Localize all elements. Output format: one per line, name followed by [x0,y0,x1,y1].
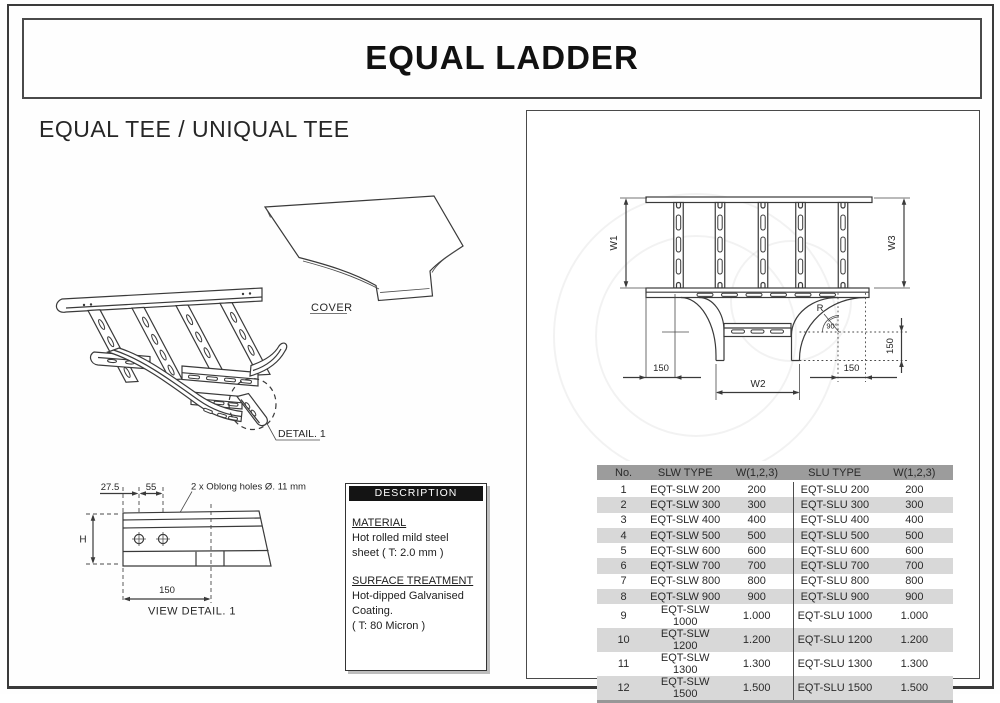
table-row [597,628,953,652]
table-cell: 12 [597,676,650,702]
table-cell: 200 [747,483,766,496]
table-cell: 3 [620,514,627,527]
table-cell: 1 [620,483,627,496]
table-cell: 1.300 [742,658,771,671]
table-cell: EQT-SLW 200 [650,483,721,496]
table-cell: 1.500 [876,676,953,702]
table-cell: EQT-SLU 200 [794,481,876,497]
table-cell: EQT-SLW 400 [650,514,721,527]
rail-profile [123,511,271,566]
table-cell: EQT-SLW 1500 [650,676,720,702]
material-line: Hot rolled mild steel [352,531,449,544]
dim-h: H [79,534,87,546]
surface-treatment-line: Coating. [352,604,393,617]
junction-rail [182,366,258,386]
branch-rung-row [724,324,791,337]
table-row [597,604,953,628]
dim-w3: W3 [887,235,898,251]
cover-label: COVER [311,302,353,314]
table-row [597,574,953,589]
table-cell: 500 [720,528,793,543]
spacer [352,560,481,574]
table-cell: 800 [905,575,924,588]
plan-rungs [674,203,848,289]
table-cell: 300 [720,497,793,512]
table-cell: 600 [747,544,766,557]
cover-plate [265,196,463,301]
table-cell: EQT-SLW 600 [650,544,721,557]
detail-callout-label: DETAIL. 1 [278,428,326,440]
table-cell: 1.200 [720,628,793,652]
tee-plan-diagram [527,111,979,461]
view-detail-drawing [55,465,345,625]
table-cell: 900 [720,589,793,604]
material-line: sheet ( T: 2.0 mm ) [352,546,444,559]
table-cell: EQT-SLU 800 [794,574,876,589]
vertical-150-dimension [885,318,904,373]
page-title: EQUAL LADDER [365,39,639,76]
description-body [346,501,486,634]
section-heading: EQUAL TEE / UNIQUAL TEE [39,116,350,142]
table-cell: 500 [876,528,953,543]
description-header: DESCRIPTION [349,486,483,501]
table-cell: 1.200 [876,628,953,652]
table-cell: 10 [597,628,650,652]
table-header-row [597,465,953,481]
table-cell: 9 [620,610,627,623]
title-bar [22,18,982,99]
angle-label: 90° [826,321,838,331]
table-cell: EQT-SLW 500 [650,529,721,542]
table-cell: 200 [905,483,924,496]
table-cell: EQT-SLU 900 [794,589,876,604]
dim-150-right: 150 [843,363,860,374]
table-cell: EQT-SLU 600 [794,543,876,558]
table-cell: EQT-SLU 700 [794,558,876,573]
table-row [597,676,953,702]
table-cell: EQT-SLW 1000 [660,604,710,629]
table-cell: EQT-SLW 1200 [650,628,720,652]
table-cell: 900 [876,589,953,604]
dim-w2: W2 [750,379,766,390]
table-row [597,528,953,543]
ladder-rungs [88,303,270,383]
table-cell: EQT-SLU 1200 [794,628,876,652]
table-row [597,558,953,573]
table-cell: 1.500 [720,676,793,702]
table-cell: EQT-SLU 1500 [794,676,876,702]
table-row [597,497,953,512]
table-cell: 300 [876,497,953,512]
branch-near-curve [108,348,242,422]
table-cell: 1.300 [900,658,929,671]
description-box [345,483,487,671]
table-cell: 800 [747,575,766,588]
radius-label: R [816,303,824,314]
table-cell: EQT-SLU 1300 [794,652,876,676]
w3-dimension [874,198,910,288]
table-cell: 8 [597,589,650,604]
dim-150-vertical: 150 [885,338,896,354]
dim-27-5: 27.5 [100,482,120,493]
table-cell: 400 [747,514,766,527]
table-cell: 1.000 [900,610,929,623]
watermark [554,194,851,461]
table-row [597,543,953,558]
table-cell: EQT-SLU 400 [794,513,876,528]
run-bottom-rail [646,288,869,298]
right-150-dimension [810,363,897,380]
table-row [597,652,953,676]
table-cell: 7 [620,575,627,588]
table-cell: 600 [905,544,924,557]
table-cell: EQT-SLU 300 [794,497,876,512]
table-cell: 5 [620,544,627,557]
col-header-no: No. [597,465,650,481]
spec-table-body [597,481,953,702]
table-cell: 1.000 [742,610,771,623]
table-cell: 700 [876,558,953,573]
oblong-holes-note: 2 x Oblong holes Ø. 11 mm [191,481,306,493]
col-header-slw-type: SLW TYPE [650,465,720,481]
spec-table [597,465,953,703]
cover-label-group [310,302,353,314]
table-cell: 11 [617,658,630,671]
dim-w1: W1 [609,235,620,251]
table-cell: EQT-SLW 700 [650,560,721,573]
detail-callout [229,379,326,441]
table-cell: EQT-SLU 1000 [794,604,876,628]
table-cell: 400 [905,514,924,527]
table-cell: 700 [720,558,793,573]
material-heading: MATERIAL [352,517,407,529]
tee-isometric-drawing [30,150,500,460]
surface-treatment-line: Hot-dipped Galvanised [352,590,464,603]
table-cell: 6 [597,558,650,573]
table-cell: 2 [597,497,650,512]
table-row [597,589,953,604]
table-cell: EQT-SLW 800 [650,575,721,588]
view-detail-caption: VIEW DETAIL. 1 [147,605,237,618]
dim-55: 55 [145,482,157,493]
surface-treatment-line: ( T: 80 Micron ) [352,619,426,632]
height-dimension [79,514,121,564]
surface-treatment-heading: SURFACE TREATMENT [352,575,474,588]
table-cell: EQT-SLW 1300 [660,652,710,677]
dim-150-left: 150 [653,363,669,374]
table-cell: EQT-SLU 500 [794,528,876,543]
table-row [597,513,953,528]
left-150-dimension [623,294,701,380]
table-cell: 4 [597,528,650,543]
w2-dimension [716,364,800,400]
col-header-w123-slu: W(1,2,3) [876,465,953,481]
table-cell: EQT-SLW 300 [650,498,721,511]
run-top-rail [646,197,872,203]
spec-panel [526,110,980,701]
table-row [597,481,953,497]
col-header-slu-type: SLU TYPE [794,465,876,481]
table-cell: EQT-SLW 900 [650,590,721,603]
dim-150: 150 [159,585,175,596]
col-header-w123-slw: W(1,2,3) [720,465,793,481]
